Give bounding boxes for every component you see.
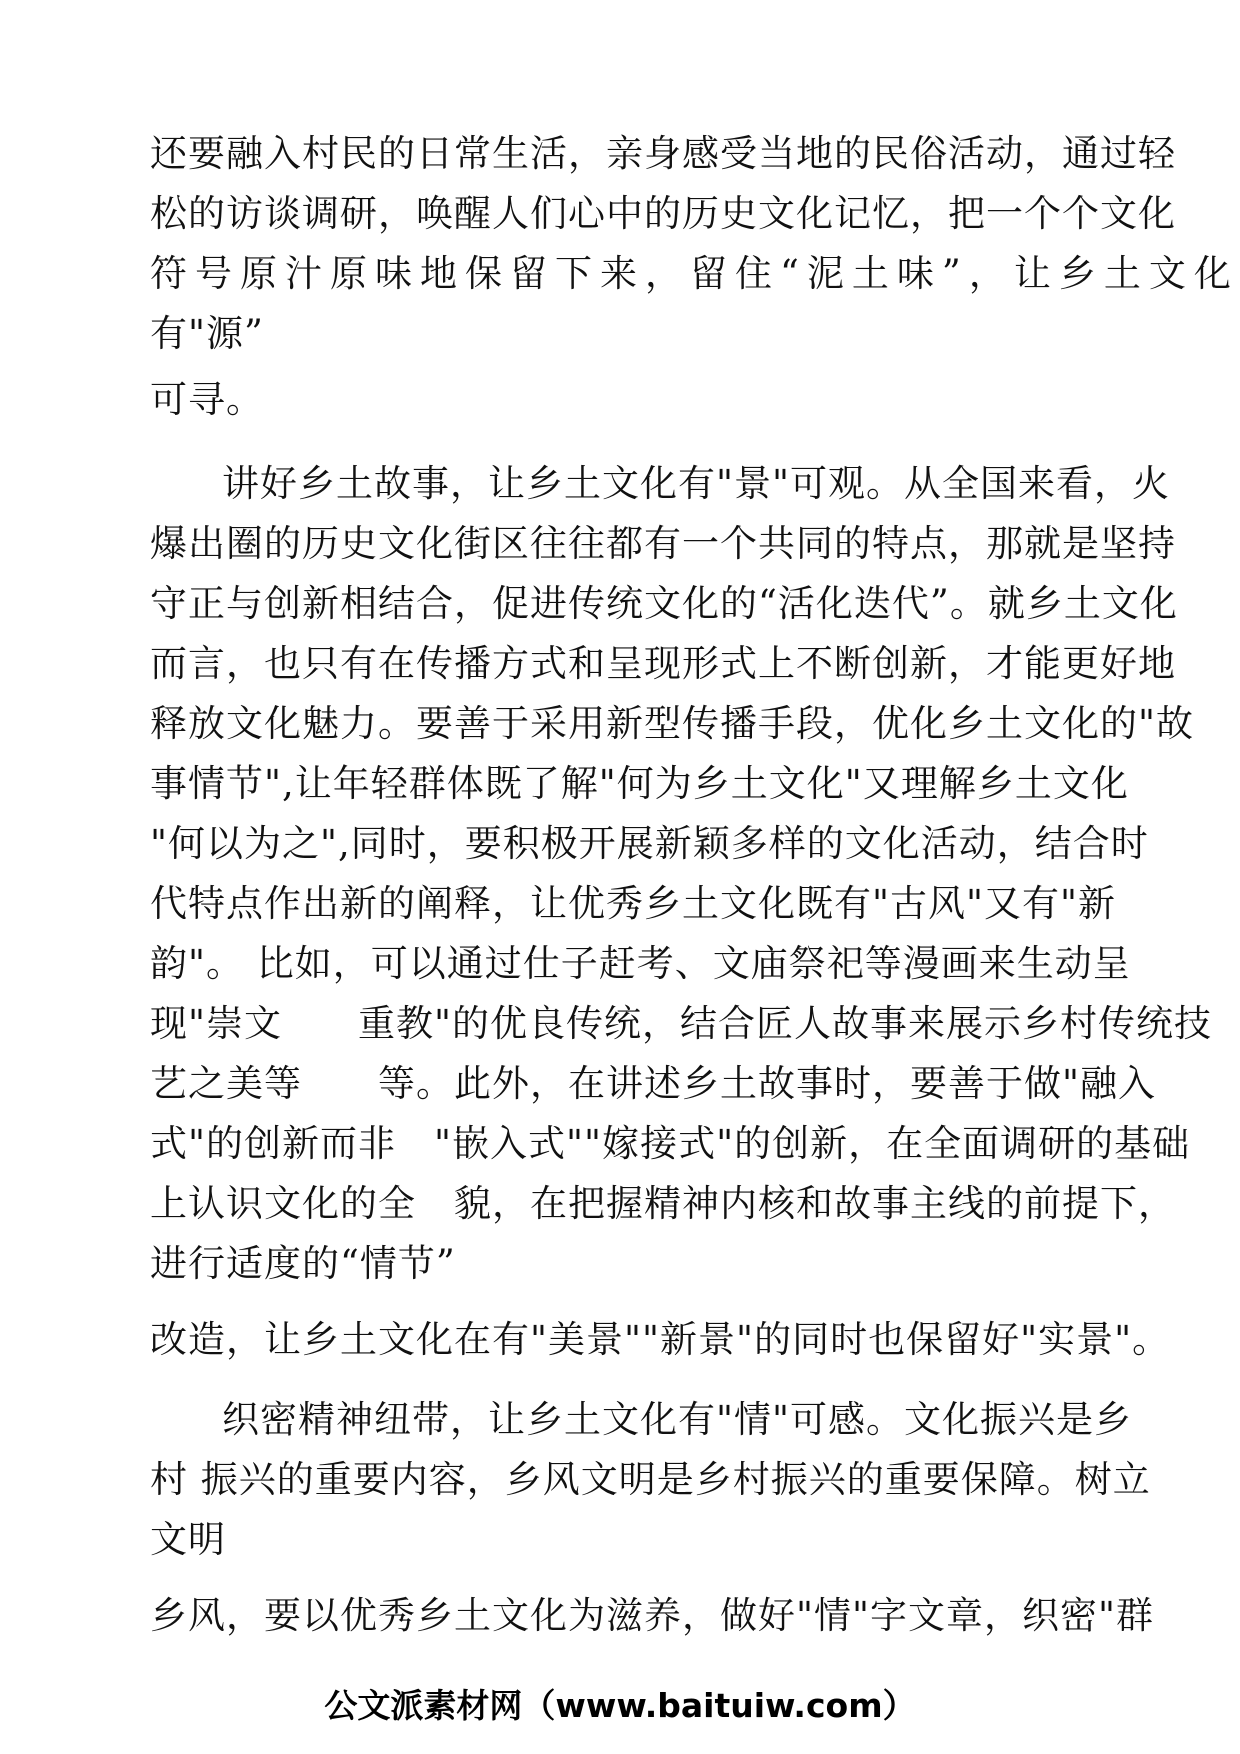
body-text-line: 还要融入村民的日常生活，亲身感受当地的民俗活动，通过轻: [150, 132, 1176, 175]
paragraph-first-line: 讲好乡土故事，让乡土文化有"景"可观。从全国来看，火: [222, 462, 1171, 505]
body-text-line: 现"崇文 重教"的优良传统，结合匠人故事来展示乡村传统技: [150, 1002, 1213, 1045]
body-text-line: 可寻。: [150, 378, 264, 421]
body-text-line: 守正与创新相结合，促进传统文化的“活化迭代”。就乡土文化: [150, 582, 1178, 625]
body-text-line: 改造，让乡土文化在有"美景""新景"的同时也保留好"实景"。: [150, 1318, 1171, 1361]
footer-source-link[interactable]: 公文派素材网（www.baituiw.com）: [324, 1686, 916, 1725]
body-text-line: 爆出圈的历史文化街区往往都有一个共同的特点，那就是坚持: [150, 522, 1176, 565]
body-text-line: 艺之美等 等。此外，在讲述乡土故事时，要善于做"融入: [150, 1062, 1157, 1105]
body-text-line: 村 振兴的重要内容，乡风文明是乡村振兴的重要保障。树立: [150, 1458, 1151, 1501]
body-text-line: 式"的创新而非 "嵌入式""嫁接式"的创新，在全面调研的基础: [150, 1122, 1191, 1165]
body-text-line: 而言，也只有在传播方式和呈现形式上不断创新，才能更好地: [150, 642, 1176, 685]
body-text-line: "何以为之",同时，要积极开展新颖多样的文化活动，结合时: [150, 822, 1149, 865]
body-text-line: 释放文化魅力。要善于采用新型传播手段，优化乡土文化的"故: [150, 702, 1195, 745]
body-text-line: 乡风，要以优秀乡土文化为滋养，做好"情"字文章，织密"群: [150, 1594, 1155, 1637]
body-text-line: 文明: [150, 1518, 226, 1561]
body-text-line: 事情节",让年轻群体既了解"何为乡土文化"又理解乡土文化: [150, 762, 1129, 805]
body-text-line: 符号原汁原味地保留下来，留住“泥土味”，让乡土文化: [150, 252, 1239, 295]
body-text-line: 韵"。 比如，可以通过仕子赶考、文庙祭祀等漫画来生动呈: [150, 942, 1131, 985]
body-text-line: 进行适度的“情节”: [150, 1242, 456, 1285]
body-text-line: 上认识文化的全 貌，在把握精神内核和故事主线的前提下，: [150, 1182, 1176, 1225]
body-text-line: 有"源”: [150, 312, 264, 355]
body-text-line: 代特点作出新的阐释，让优秀乡土文化既有"古风"又有"新: [150, 882, 1117, 925]
body-text-line: 松的访谈调研，唤醒人们心中的历史文化记忆，把一个个文化: [150, 192, 1176, 235]
paragraph-first-line: 织密精神纽带，让乡土文化有"情"可感。文化振兴是乡: [222, 1398, 1133, 1441]
